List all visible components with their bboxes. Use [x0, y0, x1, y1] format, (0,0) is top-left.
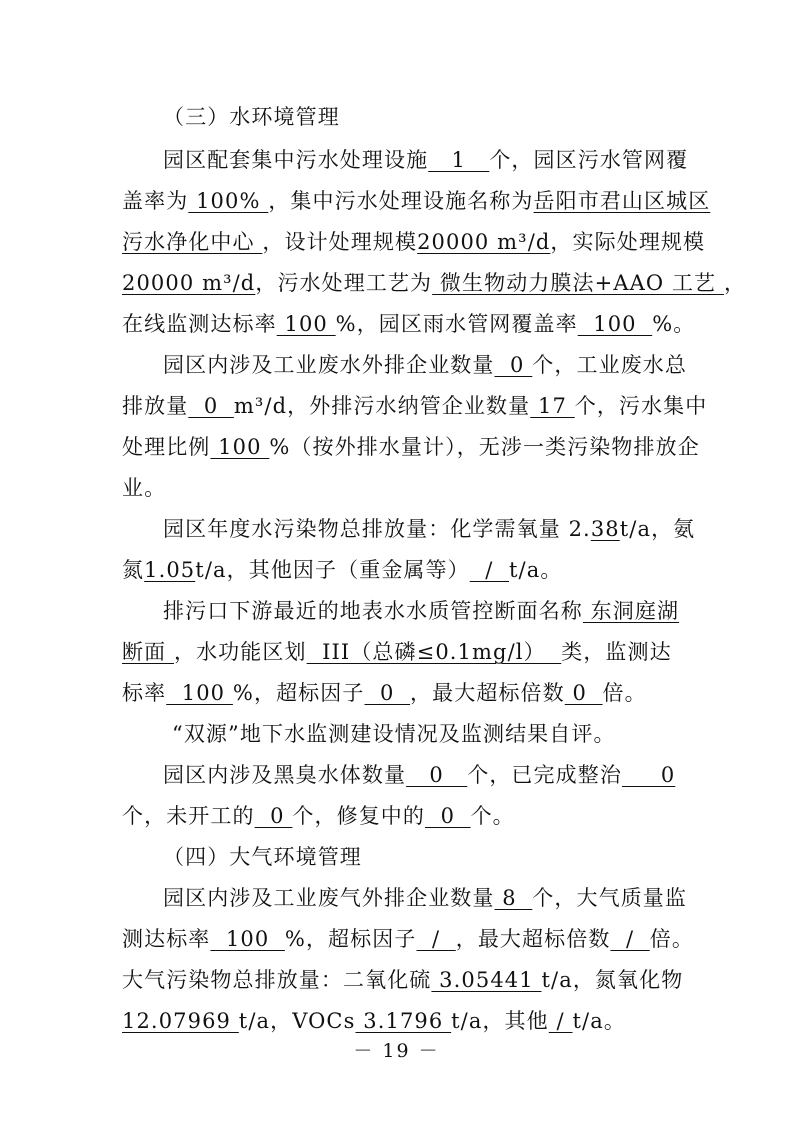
text-run: 排污口下游最近的地表水水质管控断面名称	[163, 599, 583, 623]
text-run: %，超标因子	[284, 927, 417, 951]
paragraph-line	[122, 555, 682, 585]
filled-value: /	[610, 927, 650, 951]
filled-value: 100	[210, 435, 270, 459]
paragraph-line	[122, 637, 682, 667]
text-run: ，水功能区划	[173, 640, 307, 664]
text-run: t/a，VOCs	[238, 1009, 356, 1033]
paragraph-line	[172, 719, 732, 749]
text-run: %，园区雨水管网覆盖率	[335, 312, 578, 336]
paragraph-line	[122, 965, 682, 995]
paragraph-line	[122, 309, 696, 339]
filled-value: 100	[577, 312, 653, 336]
paragraph-line	[163, 760, 723, 790]
filled-value: 0	[494, 353, 533, 377]
text-run: 园区配套集中污水处理设施	[163, 148, 429, 172]
filled-value: /	[416, 927, 456, 951]
filled-value: 微生物动力膜法+AAO 工艺	[432, 271, 724, 295]
text-run: 园区内涉及工业废水外排企业数量	[163, 353, 495, 377]
text-run: 个，大气质量监	[532, 886, 687, 910]
filled-value: 0	[621, 763, 676, 787]
paragraph-line	[163, 350, 723, 380]
text-run: 类，监测达	[561, 640, 672, 664]
paragraph-line	[122, 924, 694, 954]
filled-value: 3.1796	[355, 1009, 452, 1033]
filled-value: 1	[428, 148, 490, 172]
filled-value: /	[548, 1009, 573, 1033]
text-run: %。	[652, 312, 696, 336]
filled-value: 17	[530, 394, 575, 418]
text-run: 标率	[122, 681, 167, 705]
text-run: 业。	[122, 476, 167, 500]
paragraph-line	[163, 514, 723, 544]
filled-value: 20000 m³/d	[417, 230, 551, 254]
paragraph-line	[163, 145, 723, 175]
text-run: （四）大气环境管理	[163, 845, 362, 869]
filled-value: 38	[590, 517, 620, 541]
filled-value: 100%	[188, 189, 269, 213]
filled-value: 3.05441	[431, 968, 542, 992]
paragraph-line	[122, 268, 747, 298]
text-run: m³/d，外排污水纳管企业数量	[233, 394, 531, 418]
filled-value: 0	[188, 394, 234, 418]
paragraph-line	[122, 801, 682, 831]
text-run: 园区年度水污染物总排放量：化学需氧量 2.	[163, 517, 591, 541]
filled-value: 8	[494, 886, 533, 910]
text-run: 倍。	[602, 681, 647, 705]
paragraph-line	[122, 1006, 682, 1036]
text-run: ，最大超标倍数	[455, 927, 611, 951]
text-run: 个，园区污水管网覆	[489, 148, 689, 172]
text-run: t/a，其他因子（重金属等）	[195, 558, 470, 582]
filled-value: 0	[564, 681, 603, 705]
text-run: 个，未开工的	[122, 804, 255, 828]
text-run: 倍。	[649, 927, 694, 951]
filled-value: 0	[254, 804, 293, 828]
text-run: 个。	[470, 804, 515, 828]
filled-value: 东洞庭湖	[582, 599, 680, 623]
text-run: ，	[723, 271, 747, 295]
text-run: 测达标率	[122, 927, 211, 951]
filled-value: III（总磷≤0.1mg/l）	[306, 640, 562, 664]
filled-value: 0	[406, 763, 468, 787]
filled-value: 100	[210, 927, 285, 951]
filled-value: 0	[364, 681, 411, 705]
text-run: %，超标因子	[232, 681, 365, 705]
paragraph-line	[163, 596, 723, 626]
paragraph-line	[122, 391, 708, 421]
text-run: 个，已完成整治	[467, 763, 622, 787]
text-run: 个，污水集中	[574, 394, 708, 418]
paragraph-line	[122, 432, 700, 462]
text-run: 个，工业废水总	[532, 353, 687, 377]
text-run: t/a，其他	[451, 1009, 549, 1033]
text-run: t/a。	[572, 1009, 626, 1033]
filled-value: 岳阳市君山区城区	[533, 189, 711, 213]
text-run: 园区内涉及黑臭水体数量	[163, 763, 407, 787]
paragraph-line	[122, 473, 682, 503]
filled-value: 100	[276, 312, 336, 336]
filled-value: 1.05	[144, 558, 196, 582]
filled-value: 12.07969	[122, 1009, 239, 1033]
text-run: “双源”地下水监测建设情况及监测结果自评。	[172, 722, 616, 746]
text-run: 处理比例	[122, 435, 211, 459]
section-heading-air	[163, 842, 723, 872]
filled-value: 20000 m³/d	[122, 271, 256, 295]
filled-value: 100	[166, 681, 233, 705]
text-run: ，设计处理规模	[262, 230, 418, 254]
paragraph-line	[122, 227, 706, 257]
text-run: 园区内涉及工业废气外排企业数量	[163, 886, 495, 910]
text-run: 盖率为	[122, 189, 189, 213]
text-run: t/a。	[509, 558, 563, 582]
text-run: ，最大超标倍数	[410, 681, 565, 705]
text-run: ，污水处理工艺为	[255, 271, 433, 295]
text-run: 在线监测达标率	[122, 312, 277, 336]
filled-value: 污水净化中心	[122, 230, 263, 254]
text-run: 氮	[122, 558, 145, 582]
text-run: ，实际处理规模	[550, 230, 706, 254]
text-run: t/a，氨	[619, 517, 696, 541]
text-run: ，集中污水处理设施名称为	[268, 189, 534, 213]
section-heading-water	[163, 102, 723, 132]
text-run: （三）水环境管理	[163, 105, 340, 129]
paragraph-line	[122, 678, 682, 708]
text-run: t/a，氮氧化物	[541, 968, 684, 992]
text-run: 个，修复中的	[292, 804, 426, 828]
page-number: － 19 －	[353, 1040, 440, 1062]
filled-value: 0	[425, 804, 471, 828]
filled-value: 断面	[122, 640, 174, 664]
paragraph-line	[163, 883, 723, 913]
text-run: %（按外排水量计），无涉一类污染物排放企	[269, 435, 700, 459]
paragraph-line	[122, 186, 711, 216]
text-run: 大气污染物总排放量：二氧化硫	[122, 968, 432, 992]
filled-value: /	[469, 558, 509, 582]
text-run: 排放量	[122, 394, 189, 418]
